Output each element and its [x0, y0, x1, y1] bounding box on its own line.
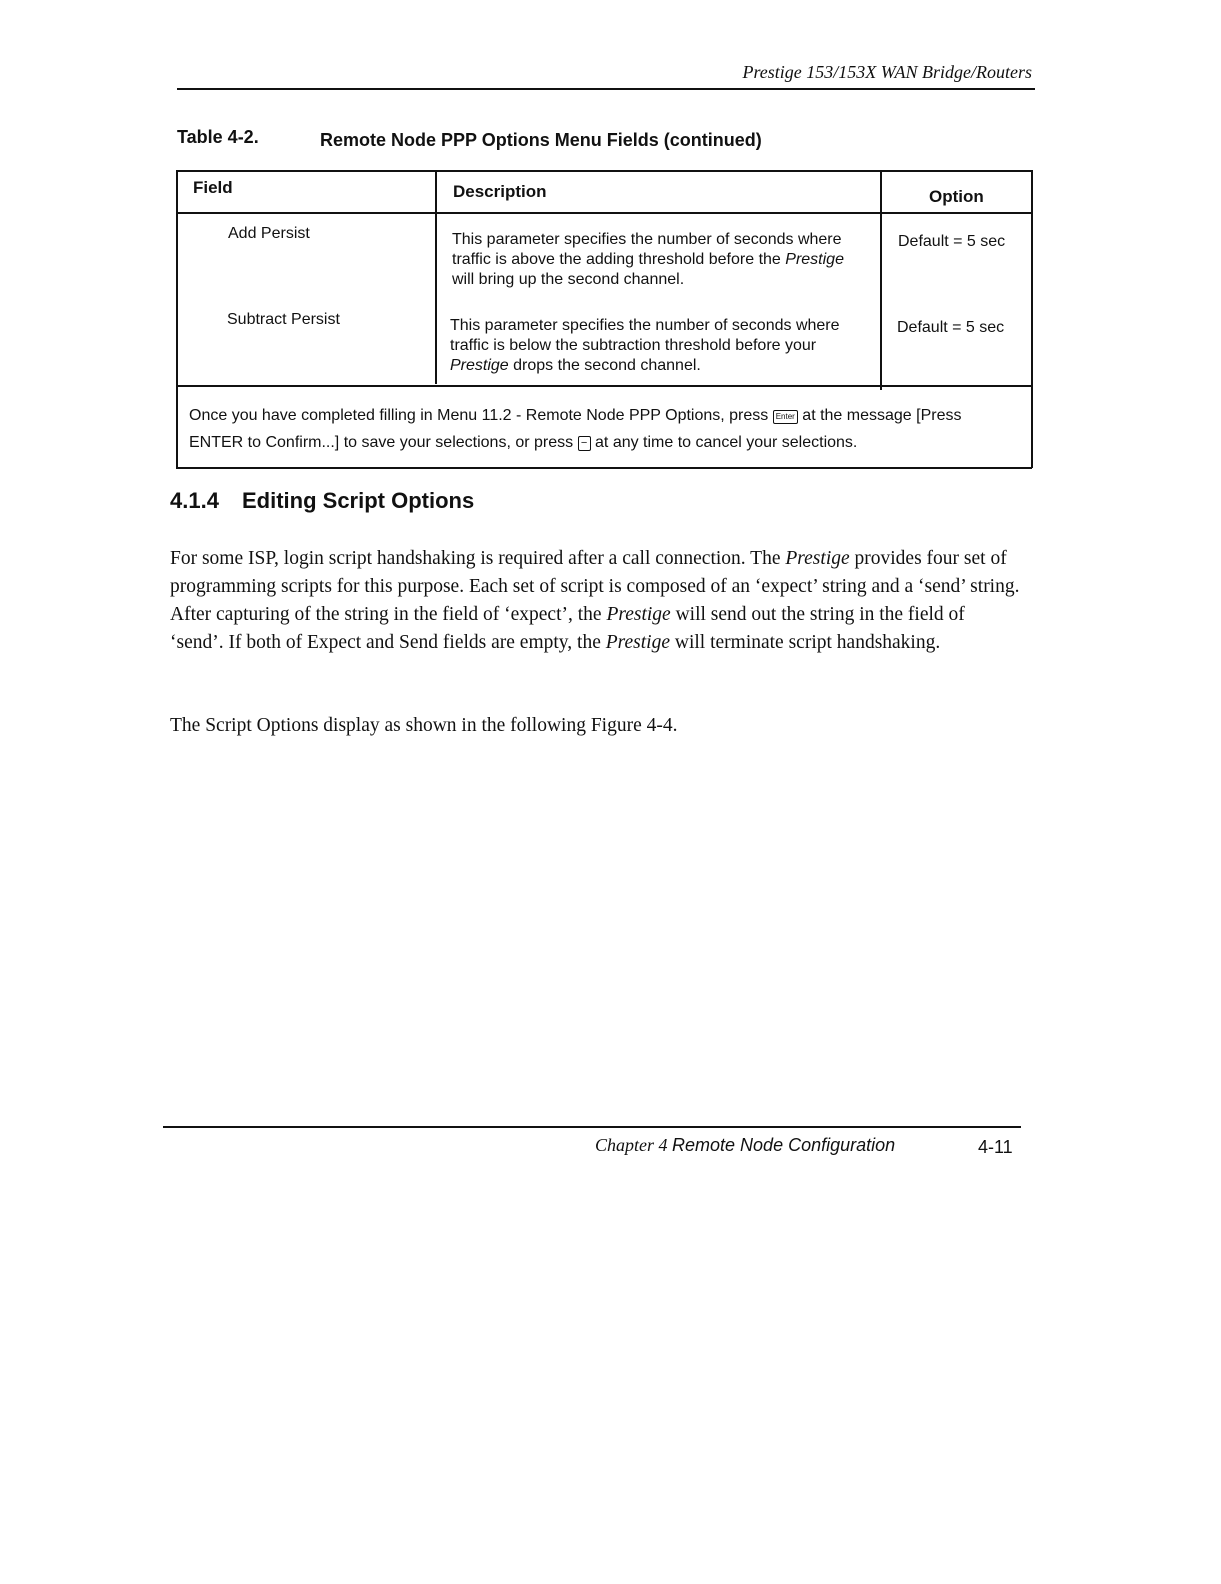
section-title: Editing Script Options: [242, 488, 475, 513]
table-title: Remote Node PPP Options Menu Fields (continued): [320, 130, 762, 150]
header-rule: [177, 88, 1035, 90]
enter-key-icon: Enter: [773, 410, 798, 424]
description-add-persist: This parameter specifies the number of seconds where traffic is above the adding threshold before the Prestige will bring up the second channel.: [452, 231, 844, 288]
section-number: 4.1.4: [170, 488, 219, 513]
note-separator: [176, 385, 1032, 387]
column-divider-1: [435, 170, 437, 384]
body-paragraph-2: The Script Options display as shown in the following Figure 4-4.: [170, 715, 678, 736]
table-border-top: [176, 170, 1032, 172]
page-number: 4-11: [978, 1137, 1013, 1157]
escape-key-icon: −: [578, 436, 591, 451]
fields-table: [176, 170, 1032, 468]
column-header-field: Field: [193, 178, 233, 197]
footer-rule: [163, 1126, 1021, 1128]
column-header-option: Option: [929, 187, 984, 206]
description-subtract-persist: This parameter specifies the number of seconds where traffic is below the subtraction threshold before your Prestige drops the second channel.: [450, 317, 840, 374]
section-heading: [170, 488, 474, 514]
header-separator: [176, 212, 1032, 214]
body-paragraph-1: For some ISP, login script handshaking is required after a call connection. The Prestige provides four set of programming scripts for this purpose. Each set of script is composed of an ‘expect’ string and a ‘send’ string. After capturing of the string in the field of ‘expect’, the Prestige will send out the string in the field of ‘send’. If both of Expect and Send fields are empty, the Prestige will terminate script handshaking.: [170, 548, 1020, 653]
option-add-persist: Default = 5 sec: [898, 233, 1006, 250]
table-note: Once you have completed filling in Menu 11.2 - Remote Node PPP Options, press Enter at the message [Press ENTER to Confirm...] to save your selections, or press − at any time to cancel your selections.: [189, 407, 962, 451]
option-subtract-persist: Default = 5 sec: [897, 319, 1005, 336]
table-border-left: [176, 170, 178, 468]
table-border-bottom: [176, 467, 1032, 469]
field-subtract-persist: Subtract Persist: [227, 311, 340, 328]
column-divider-2: [880, 170, 882, 390]
field-add-persist: Add Persist: [228, 225, 310, 242]
table-label: Table 4-2.: [177, 127, 259, 147]
running-header: Prestige 153/153X WAN Bridge/Routers: [742, 62, 1032, 82]
footer-chapter: Chapter 4 Remote Node Configuration: [595, 1135, 896, 1155]
column-header-description: Description: [453, 182, 547, 201]
table-border-right: [1031, 170, 1033, 468]
